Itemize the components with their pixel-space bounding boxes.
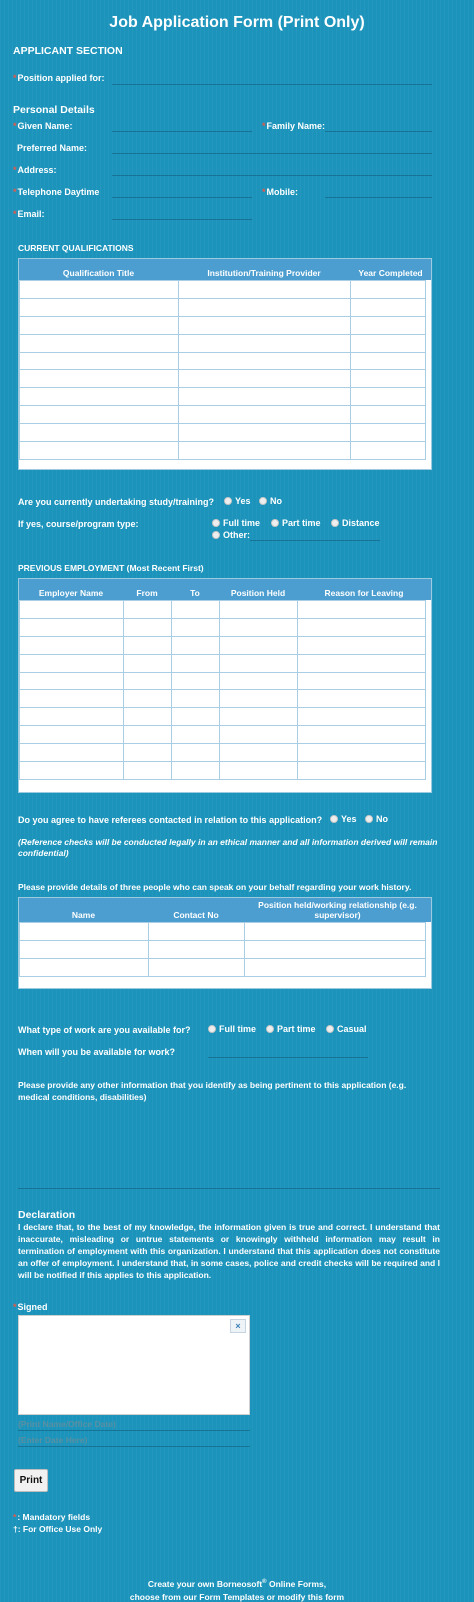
- radio-button[interactable]: [365, 815, 373, 823]
- qualifications-table: [18, 258, 432, 470]
- print-name-field[interactable]: (Print Name/Office Date): [18, 1419, 116, 1429]
- table-row: [20, 690, 426, 708]
- table-row: [20, 316, 426, 334]
- employment-col-reason: Reason for Leaving: [324, 587, 404, 598]
- referees-col-contact: Contact No: [173, 909, 219, 920]
- mobile-label: *Mobile:: [262, 187, 299, 197]
- applicant-section-heading: APPLICANT SECTION: [13, 45, 123, 57]
- mandatory-legend: *: Mandatory fields: [13, 1512, 91, 1522]
- qualifications-col-title: Qualification Title: [62, 267, 135, 278]
- clear-signature-button[interactable]: [230, 1319, 246, 1333]
- position-label: *Position applied for:: [13, 73, 105, 83]
- address-label: *Address:: [13, 165, 57, 175]
- table-row: [20, 334, 426, 352]
- table-row: [20, 370, 426, 388]
- position-input[interactable]: [112, 84, 432, 85]
- employment-table: [18, 578, 432, 793]
- radio-button[interactable]: [212, 519, 220, 527]
- table-row: [20, 744, 426, 762]
- referees-question: Do you agree to have referees contacted in relation to this application?: [18, 815, 323, 825]
- work-part-time-option[interactable]: Part time: [266, 1024, 316, 1034]
- course-other-option[interactable]: Other:: [212, 530, 250, 540]
- table-row: [20, 388, 426, 406]
- table-row: [20, 406, 426, 424]
- referees-grid[interactable]: [19, 922, 426, 977]
- footer-line-1[interactable]: Create your own Borneosoft® Online Forms,: [147, 1579, 327, 1589]
- table-row: [20, 672, 426, 690]
- employment-col-from: From: [136, 587, 158, 598]
- radio-button[interactable]: [224, 497, 232, 505]
- employment-col-employer: Employer Name: [38, 587, 104, 598]
- given-name-label: *Given Name:: [13, 121, 73, 131]
- referees-col-name: Name: [71, 909, 96, 920]
- radio-button[interactable]: [271, 519, 279, 527]
- table-row: [20, 298, 426, 316]
- page-title: Job Application Form (Print Only): [109, 14, 365, 31]
- close-icon: ×: [235, 1321, 241, 1331]
- table-row: [20, 636, 426, 654]
- date-field[interactable]: (Enter Date Here): [18, 1435, 88, 1445]
- mobile-input[interactable]: [325, 197, 432, 198]
- course-part-time-option[interactable]: Part time: [271, 518, 321, 528]
- qualifications-table-header: [19, 259, 431, 280]
- other-info-input[interactable]: [18, 1188, 440, 1189]
- declaration-text: I declare that, to the best of my knowledge, the information given is true and correct. I understand that inaccurate, misleading or untrue statements or knowingly withheld information may result in termination of employment with this organization. I understand that this application does not constitute an offer of employment. I understand that, in some cases, police and credit checks will be required and I will be notified if this applies to this application.: [18, 1222, 440, 1280]
- employment-grid[interactable]: [19, 600, 426, 780]
- radio-button[interactable]: [208, 1025, 216, 1033]
- radio-button[interactable]: [330, 815, 338, 823]
- referees-col-position: Position held/working relationship (e.g. supervisor): [258, 900, 417, 920]
- footer: [0, 1578, 474, 1602]
- referees-yes-option[interactable]: Yes: [330, 814, 357, 824]
- family-name-label: *Family Name:: [262, 121, 326, 131]
- date-underline: [18, 1446, 250, 1447]
- signed-label: *Signed: [13, 1302, 48, 1312]
- email-label: *Email:: [13, 209, 45, 219]
- table-row: [20, 726, 426, 744]
- table-row: [20, 762, 426, 780]
- table-row: [20, 424, 426, 442]
- qualifications-col-institution: Institution/Training Provider: [207, 267, 321, 278]
- table-row: [20, 958, 426, 976]
- available-when-label: When will you be available for work?: [18, 1047, 176, 1057]
- table-row: [20, 601, 426, 619]
- signature-pad[interactable]: [18, 1315, 250, 1415]
- other-info-prompt: Please provide any other information that you identify as being pertinent to this application (e.g. medical conditions, disabilities): [18, 1080, 407, 1102]
- course-other-input[interactable]: [250, 540, 380, 541]
- print-name-underline: [18, 1430, 250, 1431]
- table-row: [20, 654, 426, 672]
- family-name-input[interactable]: [325, 131, 432, 132]
- table-row: [20, 352, 426, 370]
- preferred-name-label: Preferred Name:: [17, 143, 88, 153]
- study-yes-option[interactable]: Yes: [224, 496, 251, 506]
- telephone-input[interactable]: [112, 197, 252, 198]
- office-use-legend: †: For Office Use Only: [13, 1524, 103, 1534]
- work-full-time-option[interactable]: Full time: [208, 1024, 256, 1034]
- employment-col-to: To: [190, 587, 200, 598]
- table-row: [20, 940, 426, 958]
- qualifications-grid[interactable]: [19, 280, 426, 460]
- qualifications-col-year: Year Completed: [358, 267, 423, 278]
- table-row: [20, 281, 426, 299]
- radio-button[interactable]: [266, 1025, 274, 1033]
- referees-details-prompt: Please provide details of three people who can speak on your behalf regarding your work history.: [18, 882, 412, 892]
- table-row: [20, 618, 426, 636]
- work-casual-option[interactable]: Casual: [326, 1024, 367, 1034]
- preferred-name-input[interactable]: [112, 153, 432, 154]
- employment-heading: PREVIOUS EMPLOYMENT (Most Recent First): [18, 563, 204, 573]
- employment-table-header: [19, 579, 431, 600]
- course-full-time-option[interactable]: Full time: [212, 518, 260, 528]
- email-input[interactable]: [112, 219, 252, 220]
- referees-table: [18, 897, 432, 989]
- course-distance-option[interactable]: Distance: [331, 518, 380, 528]
- declaration-heading: Declaration: [18, 1209, 76, 1221]
- personal-details-heading: Personal Details: [13, 104, 95, 116]
- employment-col-position: Position Held: [230, 587, 286, 598]
- table-row: [20, 442, 426, 460]
- given-name-input[interactable]: [112, 131, 252, 132]
- address-input[interactable]: [112, 175, 432, 176]
- course-type-label: If yes, course/program type:: [18, 519, 139, 529]
- footer-line-2[interactable]: choose from our Form Templates or modify this form: [129, 1592, 345, 1602]
- referees-note: (Reference checks will be conducted legally in an ethical manner and all information derived will remain confidential): [18, 837, 438, 859]
- study-no-option[interactable]: No: [259, 496, 282, 506]
- referees-table-header: [19, 898, 431, 922]
- referees-no-option[interactable]: No: [365, 814, 388, 824]
- qualifications-heading: CURRENT QUALIFICATIONS: [18, 243, 134, 253]
- available-when-input[interactable]: [208, 1057, 368, 1058]
- radio-button[interactable]: [259, 497, 267, 505]
- radio-button[interactable]: [331, 519, 339, 527]
- table-row: [20, 923, 426, 941]
- study-question: Are you currently undertaking study/training?: [18, 497, 215, 507]
- print-button[interactable]: Print: [14, 1469, 48, 1492]
- radio-button[interactable]: [212, 531, 220, 539]
- table-row: [20, 708, 426, 726]
- telephone-label: *Telephone Daytime: [13, 187, 100, 197]
- work-type-question: What type of work are you available for?: [18, 1025, 191, 1035]
- radio-button[interactable]: [326, 1025, 334, 1033]
